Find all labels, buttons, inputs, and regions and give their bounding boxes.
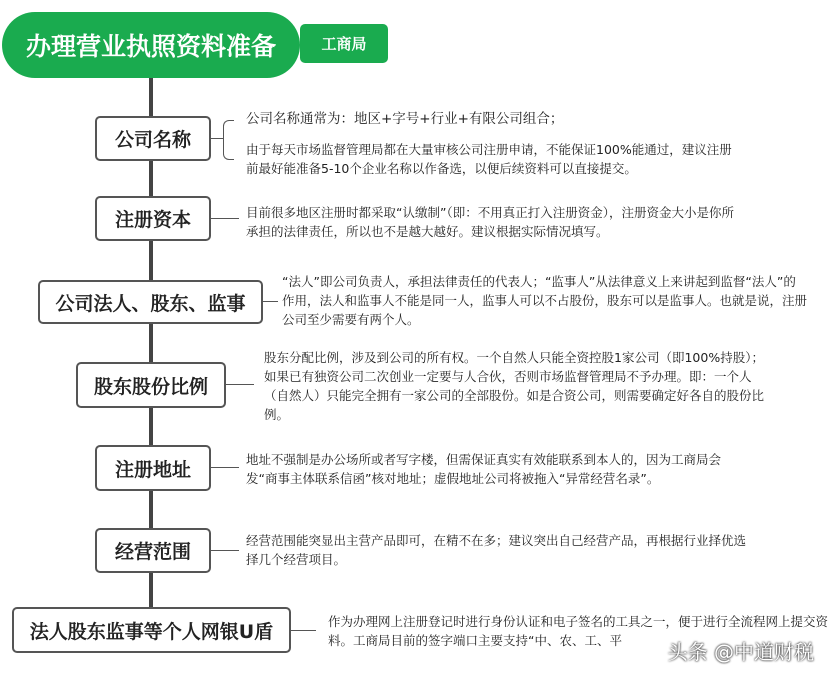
- note: 股东分配比例，涉及到公司的所有权。一个自然人只能全资控股1家公司（即100%持股）；如果已有独资公司二次创业一定要与人合伙，否则市场监督管理局不予办理。即：一个人（自然人）只能完全拥有一家公司的全部股份。如是合资公司，则需要确定好各自的股份比例。: [264, 350, 765, 422]
- note: 地址不强制是办公场所或者写字楼，但需保证真实有效能联系到本人的，因为工商局会发“商事主体联系信函”核对地址；虚假地址公司将被拖入“异常经营名录”。: [246, 452, 722, 486]
- connector: [263, 301, 278, 302]
- note: 目前很多地区注册时都采取“认缴制”（即：不用真正打入注册资金），注册资金大小是你所承担的法律责任，所以也不是越大越好。建议根据实际情况填写。: [246, 205, 734, 239]
- note: 作为办理网上注册登记时进行身份认证和电子签名的工具之一，便于进行全流程网上提交资料。工商局目前的签字端口主要支持“中、农、工、平: [328, 614, 829, 648]
- node-usb-key[interactable]: 法人股东监事等个人网银U盾: [12, 607, 291, 653]
- bracket: [223, 120, 234, 160]
- connector: [211, 550, 239, 551]
- connector: [211, 218, 239, 219]
- note: “法人”即公司负责人，承担法律责任的代表人；“监事人”从法律意义上来讲起到监督“法人”的作用，法人和监事人不能是同一人，监事人可以不占股份，股东可以是监事人。也就是说，注册公司至少需要有两个人。: [282, 274, 808, 327]
- node-share-ratio[interactable]: 股东股份比例: [76, 362, 226, 408]
- note: 由于每天市场监督管理局都在大量审核公司注册申请，不能保证100%能通过，建议注册前最好能准备5-10个企业名称以作备选，以便后续资料可以直接提交。: [246, 142, 732, 176]
- node-legal-person[interactable]: 公司法人、股东、监事: [38, 280, 263, 324]
- node-registered-address[interactable]: 注册地址: [95, 445, 211, 491]
- root-topic[interactable]: 办理营业执照资料准备: [2, 12, 300, 78]
- node-business-scope[interactable]: 经营范围: [95, 528, 211, 573]
- node-company-name[interactable]: 公司名称: [95, 116, 211, 161]
- connector: [226, 384, 254, 385]
- note: 经营范围能突显出主营产品即可，在精不在多；建议突出自己经营产品，再根据行业择优选择几个经营项目。: [246, 533, 747, 567]
- connector: [211, 467, 239, 468]
- connector: [291, 630, 316, 631]
- connector: [211, 138, 223, 139]
- watermark: 头条 @中道财税: [667, 640, 814, 664]
- node-registered-capital[interactable]: 注册资本: [95, 196, 211, 241]
- note: 公司名称通常为：地区+字号+行业+有限公司组合；: [246, 111, 564, 127]
- root-tag: 工商局: [300, 24, 388, 63]
